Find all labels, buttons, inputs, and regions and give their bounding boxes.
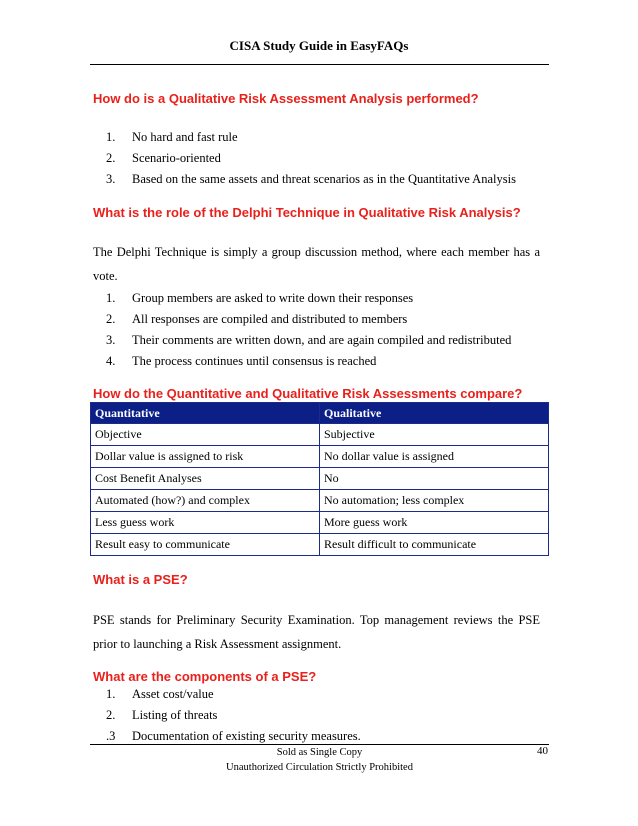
table-row	[91, 424, 549, 446]
table-row	[91, 512, 549, 534]
table-header-qualitative: Qualitative	[320, 403, 549, 424]
table-row	[91, 490, 549, 512]
table-cell: Objective	[91, 424, 320, 446]
table-row	[91, 446, 549, 468]
table-row	[91, 534, 549, 556]
delphi-steps-list	[106, 288, 511, 372]
list-item-text: Scenario-oriented	[132, 151, 221, 165]
footer-line-sold: Sold as Single Copy	[276, 747, 363, 758]
table-cell: Result easy to communicate	[91, 534, 320, 556]
list-item	[106, 127, 516, 148]
qualitative-analysis-list	[106, 127, 516, 190]
list-item	[106, 330, 511, 351]
list-item-number: .3	[106, 729, 116, 743]
list-item-text: All responses are compiled and distributed to members	[132, 312, 408, 326]
list-item-number: 2.	[106, 312, 116, 326]
list-item-text: No hard and fast rule	[132, 130, 238, 144]
question-heading-pse-components: What are the components of a PSE?	[93, 669, 317, 684]
table-cell: More guess work	[320, 512, 549, 534]
comparison-table	[90, 402, 549, 556]
delphi-paragraph: The Delphi Technique is simply a group discussion method, where each member has a vote.	[93, 245, 540, 283]
header-divider	[90, 64, 549, 65]
list-item	[106, 705, 361, 726]
table-cell: Dollar value is assigned to risk	[91, 446, 320, 468]
list-item-number: 1.	[106, 687, 116, 701]
page-footer	[90, 745, 549, 775]
list-item-number: 3.	[106, 172, 116, 186]
list-item	[106, 148, 516, 169]
list-item-text: Based on the same assets and threat scenarios as in the Quantitative Analysis	[132, 172, 516, 186]
list-item-text: The process continues until consensus is reached	[132, 354, 377, 368]
table-header-quantitative: Quantitative	[91, 403, 320, 424]
list-item-number: 2.	[106, 708, 116, 722]
list-item	[106, 351, 511, 372]
list-item-text: Their comments are written down, and are again compiled and redistributed	[132, 333, 512, 347]
list-item-number: 4.	[106, 354, 116, 368]
list-item	[106, 309, 511, 330]
list-item-number: 3.	[106, 333, 116, 347]
list-item-text: Listing of threats	[132, 708, 218, 722]
table-cell: No dollar value is assigned	[320, 446, 549, 468]
question-heading-what-is-pse: What is a PSE?	[93, 572, 188, 587]
list-item	[106, 169, 516, 190]
list-item	[106, 684, 361, 705]
page-header-title: CISA Study Guide in EasyFAQs	[229, 38, 409, 53]
table-row	[91, 468, 549, 490]
table-cell: Automated (how?) and complex	[91, 490, 320, 512]
table-cell: No	[320, 468, 549, 490]
table-header-row	[91, 403, 549, 424]
list-item-text: Group members are asked to write down their responses	[132, 291, 414, 305]
question-heading-delphi-technique: What is the role of the Delphi Technique in Qualitative Risk Analysis?	[93, 205, 521, 220]
footer-line-unauthorized: Unauthorized Circulation Strictly Prohibited	[226, 762, 413, 773]
list-item	[106, 288, 511, 309]
question-heading-qualitative-analysis: How do is a Qualitative Risk Assessment Analysis performed?	[93, 91, 479, 106]
table-cell: Less guess work	[91, 512, 320, 534]
page-number: 40	[537, 745, 548, 757]
pse-components-list	[106, 684, 361, 747]
list-item-text: Asset cost/value	[132, 687, 214, 701]
list-item-number: 1.	[106, 130, 116, 144]
question-heading-comparison: How do the Quantitative and Qualitative Risk Assessments compare?	[93, 386, 523, 401]
table-cell: No automation; less complex	[320, 490, 549, 512]
pse-paragraph: PSE stands for Preliminary Security Examination. Top management reviews the PSE prior to launching a Risk Assessment assignment.	[93, 613, 540, 651]
list-item-number: 2.	[106, 151, 116, 165]
table-cell: Result difficult to communicate	[320, 534, 549, 556]
table-cell: Cost Benefit Analyses	[91, 468, 320, 490]
list-item-number: 1.	[106, 291, 116, 305]
list-item-text: Documentation of existing security measures.	[132, 729, 361, 743]
table-cell: Subjective	[320, 424, 549, 446]
